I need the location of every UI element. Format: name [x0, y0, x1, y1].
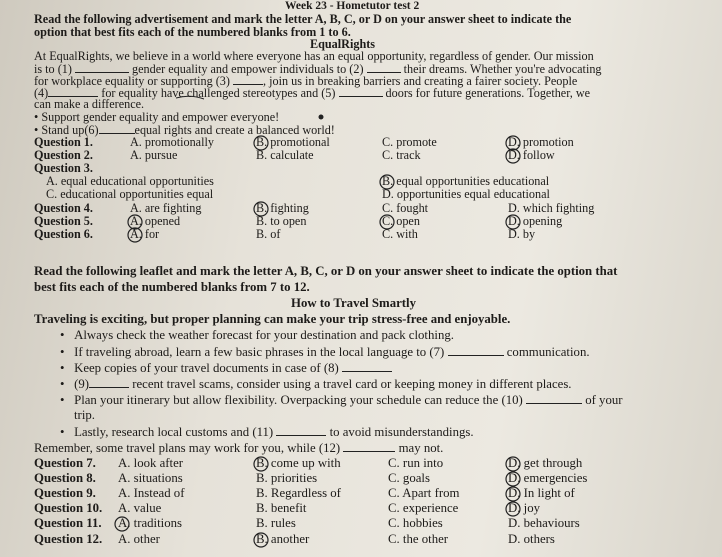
- answer-mark-q5: [380, 215, 394, 229]
- q1-option-a[interactable]: A. promotionally: [130, 135, 214, 149]
- ad-line-2-a: is to (1): [34, 62, 72, 76]
- blank-11: [276, 425, 326, 436]
- q11-option-a[interactable]: A. traditions: [118, 516, 182, 530]
- answer-mark-q6: [128, 228, 142, 242]
- q12-option-c[interactable]: C. the other: [388, 532, 449, 546]
- ad-line-2-b: gender equality and empower individuals to (2): [132, 62, 364, 76]
- q7-option-c[interactable]: C. run into: [388, 456, 444, 470]
- instruction-line-2: option that best fits each of the numbered blanks from 1 to 6.: [34, 25, 351, 39]
- q10-label: Question 10.: [34, 501, 103, 515]
- q8-option-b[interactable]: B. priorities: [256, 471, 318, 485]
- answer-mark-q3: [380, 175, 394, 189]
- q8-option-a[interactable]: A. situations: [118, 471, 183, 485]
- leaflet-bullet-3-a: Keep copies of your travel documents in case of (8): [74, 361, 339, 375]
- ad-title: EqualRights: [310, 37, 376, 51]
- q5-option-a[interactable]: A. opened: [130, 214, 181, 228]
- bullet-dot: •: [60, 328, 75, 342]
- q4-option-b[interactable]: B. fighting: [256, 201, 309, 215]
- q6-option-c[interactable]: C. with: [382, 227, 418, 241]
- ad-line-3-a: for workplace equality or supporting (3): [34, 74, 230, 88]
- ad-bullet-2-a: Stand up(6): [41, 123, 99, 137]
- q6-option-b[interactable]: B. of: [256, 227, 281, 241]
- q5-option-c[interactable]: C. open: [382, 214, 420, 228]
- q11-option-b[interactable]: B. rules: [256, 516, 296, 530]
- ad-line-3-b: , join us in breaking barriers and creating a fairer society. People: [263, 74, 578, 88]
- leaflet-bullet-5-cont: trip.: [74, 408, 95, 422]
- q4-option-c[interactable]: C. fought: [382, 201, 429, 215]
- q1-option-c[interactable]: C. promote: [382, 135, 437, 149]
- q9-option-a[interactable]: A. Instead of: [118, 486, 185, 500]
- q8-option-d[interactable]: D. emergencies: [508, 471, 588, 485]
- q6-option-a[interactable]: A. for: [130, 227, 160, 241]
- leaflet-bullet-1-text: Always check the weather forecast for your destination and pack clothing.: [74, 328, 454, 342]
- q10-option-b[interactable]: B. benefit: [256, 501, 307, 515]
- blank-12: [343, 441, 395, 452]
- leaflet-bullet-2-a: If traveling abroad, learn a few basic phrases in the local language to (7): [74, 345, 445, 359]
- leaflet-closing: [34, 441, 443, 456]
- q4-option-d[interactable]: D. which fighting: [508, 201, 595, 215]
- leaflet-title: How to Travel Smartly: [291, 296, 416, 310]
- instruction-line-1: Read the following advertisement and mark the letter A, B, C, or D on your answer sheet to indicate the: [34, 12, 572, 26]
- q5-option-b[interactable]: B. to open: [256, 214, 307, 228]
- q7-option-a[interactable]: A. look after: [118, 456, 184, 470]
- q2-option-b[interactable]: B. calculate: [256, 148, 314, 162]
- leaflet-bullet-3: [60, 361, 392, 376]
- answer-mark-q1-d: [506, 136, 520, 150]
- q9-option-d[interactable]: D. In light of: [508, 486, 575, 500]
- ad-bullet-2-b: equal rights and create a balanced world!: [134, 123, 335, 137]
- q7-option-b[interactable]: B. come up with: [256, 456, 341, 470]
- q1-label: Question 1.: [34, 135, 93, 149]
- q7-label: Question 7.: [34, 456, 96, 470]
- bullet-dot: •: [60, 345, 75, 359]
- q4-label: Question 4.: [34, 201, 93, 215]
- pen-underline: [176, 96, 204, 99]
- q8-label: Question 8.: [34, 471, 96, 485]
- q10-option-c[interactable]: C. experience: [388, 501, 459, 515]
- ad-bullet-1-text: Support gender equality and empower everyone!: [41, 110, 280, 124]
- q2-option-a[interactable]: A. pursue: [130, 148, 178, 162]
- q3-option-c[interactable]: C. educational opportunities equal: [46, 187, 214, 201]
- bullet-dot: •: [60, 361, 75, 375]
- leaflet-bullet-5-a: Plan your itinerary but allow flexibility. Overpacking your schedule can reduce the (10): [74, 393, 523, 407]
- leaflet-bullet-2-b: communication.: [506, 345, 590, 359]
- q9-label: Question 9.: [34, 486, 96, 500]
- q12-option-b[interactable]: B. another: [256, 532, 310, 546]
- leaflet-closing-b: may not.: [398, 441, 444, 455]
- blank-9: [89, 377, 129, 388]
- q7-option-d[interactable]: D. get through: [508, 456, 583, 470]
- q12-option-d[interactable]: D. others: [508, 532, 555, 546]
- ad-line-4-c: doors for future generations. Together, we: [385, 86, 591, 100]
- ad-line-2-c: their dreams. Whether you're advocating: [403, 62, 602, 76]
- ad-line-1: At EqualRights, we believe in a world where everyone has an equal opportunity, regardless of gender. Our mission: [34, 49, 594, 63]
- q3-option-b[interactable]: B. equal opportunities educational: [382, 174, 550, 188]
- q5-option-d[interactable]: D. opening: [508, 214, 563, 228]
- week-header: Week 23 - Hometutor test 2: [285, 0, 420, 12]
- bullet-dot: •: [60, 393, 75, 407]
- pen-dot: [319, 115, 324, 120]
- q3-option-d[interactable]: D. opportunities equal educational: [382, 187, 550, 201]
- bullet-dot: •: [34, 123, 39, 137]
- answer-mark-q2: [506, 149, 520, 163]
- q1-option-b[interactable]: B. promotional: [256, 135, 330, 149]
- answer-mark-q5-d: [506, 215, 520, 229]
- q4-option-a[interactable]: A. are fighting: [130, 201, 202, 215]
- q2-option-c[interactable]: C. track: [382, 148, 421, 162]
- q2-label: Question 2.: [34, 148, 93, 162]
- q10-option-a[interactable]: A. value: [118, 501, 162, 515]
- bullet-dot: •: [34, 110, 39, 124]
- leaflet-bullet-4-a: (9): [74, 377, 89, 391]
- q5-label: Question 5.: [34, 214, 93, 228]
- answer-mark-q1: [254, 136, 268, 150]
- leaflet-closing-a: Remember, some travel plans may work for you, while (12): [34, 441, 341, 455]
- blank-8: [342, 361, 392, 372]
- q6-label: Question 6.: [34, 227, 93, 241]
- q1-option-d[interactable]: D. promotion: [508, 135, 574, 149]
- leaflet-bullet-6-a: Lastly, research local customs and (11): [74, 425, 274, 439]
- ad-line-4-b: for equality have challenged stereotypes and (5): [101, 86, 336, 100]
- q9-option-c[interactable]: C. Apart from: [388, 486, 460, 500]
- q2-option-d[interactable]: D. follow: [508, 148, 555, 162]
- q12-label: Question 12.: [34, 532, 103, 546]
- q8-option-c[interactable]: C. goals: [388, 471, 430, 485]
- q11-option-c[interactable]: C. hobbies: [388, 516, 443, 530]
- section2-instruction-1: Read the following leaflet and mark the letter A, B, C, or D on your answer sheet to indicate the option that: [34, 264, 618, 278]
- leaflet-bullet-5: [60, 393, 623, 408]
- ad-line-5: can make a difference.: [34, 97, 145, 111]
- section2-instruction-2: best fits each of the numbered blanks from 7 to 12.: [34, 280, 310, 294]
- blank-7: [448, 345, 504, 356]
- answer-mark-q4: [254, 202, 268, 216]
- leaflet-bullet-1: [60, 329, 454, 343]
- q3-label: Question 3.: [34, 161, 93, 175]
- leaflet-bullet-2: [60, 345, 590, 360]
- q11-label: Question 11.: [34, 516, 102, 530]
- blank-10: [526, 393, 582, 404]
- answer-mark-q5-a: [128, 215, 142, 229]
- bullet-dot: •: [60, 377, 75, 391]
- bullet-dot: •: [60, 425, 75, 439]
- q12-option-a[interactable]: A. other: [118, 532, 160, 546]
- ad-line-4-a: (4): [34, 86, 49, 100]
- leaflet-bullet-6: [60, 425, 474, 440]
- leaflet-bullet-4: [60, 377, 572, 392]
- q10-option-d[interactable]: D. joy: [508, 501, 540, 515]
- q11-option-d[interactable]: D. behaviours: [508, 516, 580, 530]
- leaflet-bullet-4-b: recent travel scams, consider using a travel card or keeping money in different places.: [132, 377, 572, 391]
- leaflet-intro: Traveling is exciting, but proper planning can make your trip stress-free and enjoyable.: [34, 312, 511, 326]
- leaflet-bullet-5-b: of your: [585, 393, 623, 407]
- leaflet-bullet-6-b: to avoid misunderstandings.: [329, 425, 474, 439]
- q6-option-d[interactable]: D. by: [508, 227, 536, 241]
- q9-option-b[interactable]: B. Regardless of: [256, 486, 341, 500]
- q3-option-a[interactable]: A. equal educational opportunities: [46, 174, 214, 188]
